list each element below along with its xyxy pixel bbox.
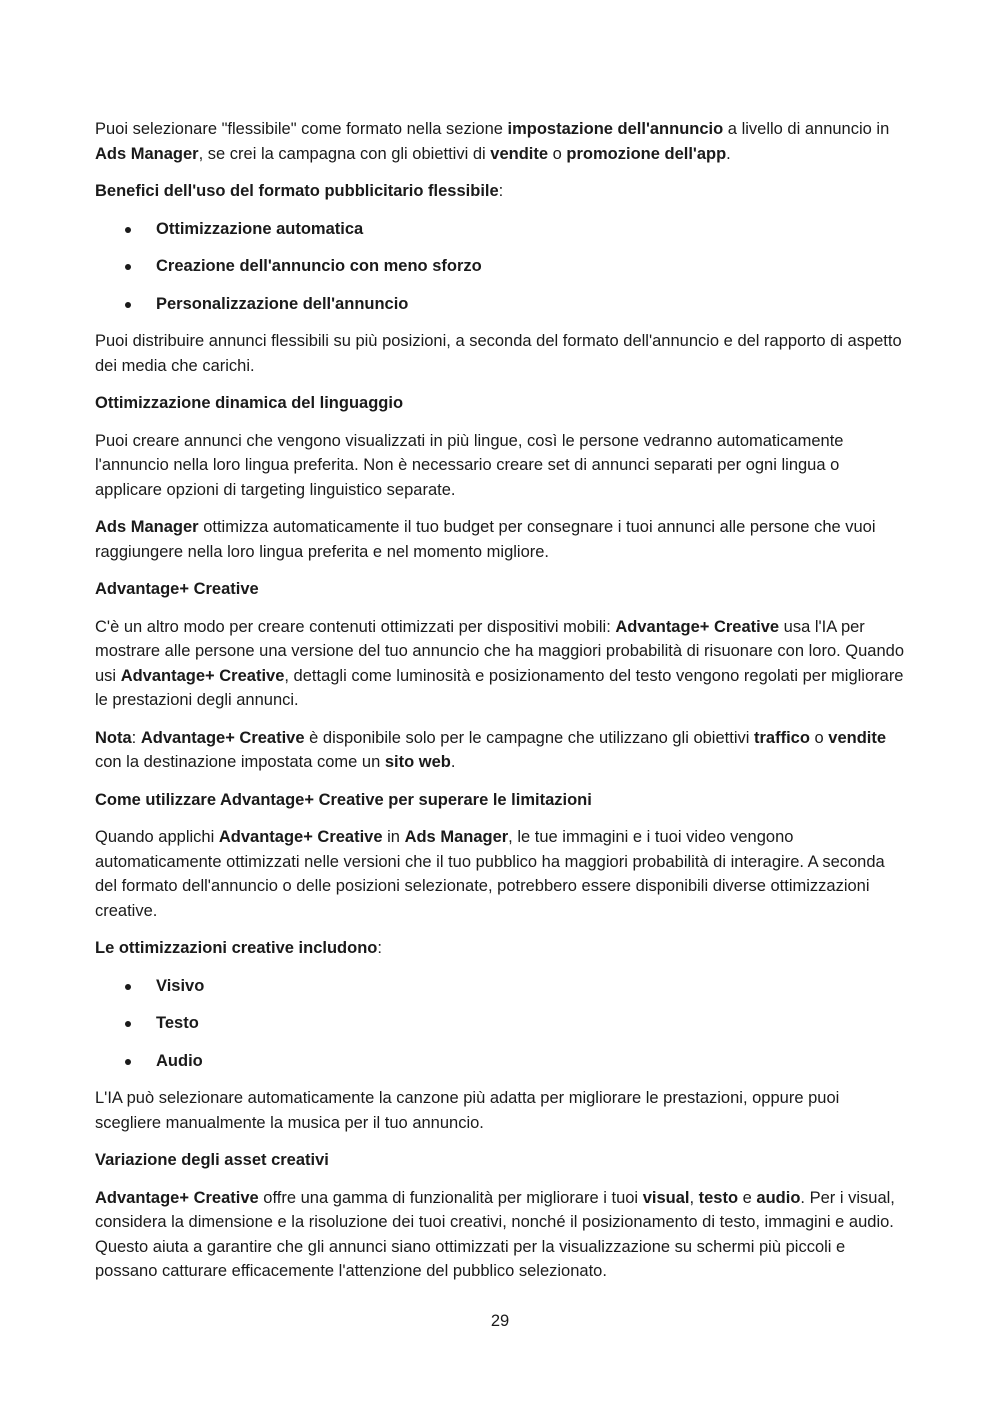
bold-run: vendite (490, 144, 549, 163)
bold-run: Ads Manager (95, 144, 199, 163)
text-run: , (689, 1188, 699, 1207)
heading-overcome-limits (95, 788, 905, 813)
text-run: offre una gamma di funzionalità per migliorare i tuoi (258, 1188, 643, 1207)
bullet-icon (125, 1021, 131, 1027)
paragraph-languages: Puoi creare annunci che vengono visualizzati in più lingue, così le persone vedranno automaticamente l'annuncio nella loro lingua preferita. Non è necessario creare set di annunci separati per ogni lingua o applicare opzioni di targeting linguistico separate. (95, 431, 844, 499)
page-body (95, 117, 905, 1297)
list-item-label: Personalizzazione dell'annuncio (156, 294, 409, 313)
text-run: o (548, 144, 567, 163)
bold-run: vendite (828, 728, 887, 747)
list-item-label: Testo (156, 1014, 199, 1032)
text-run: , le tue immagini e i tuoi video vengono automaticamente ottimizzati nelle versioni che il tuo pubblico ha maggiori probabilità di interagire. A seconda del formato dell'annuncio o delle posizioni selezionate, potrebbero essere disponibili diverse ottimizzazioni creative. (95, 828, 885, 920)
text-run: . (726, 144, 731, 163)
paragraph-apply-advantage (95, 825, 905, 923)
paragraph-placements: Puoi distribuire annunci flessibili su più posizioni, a seconda del formato dell'annuncio e del rapporto di aspetto dei media che carichi. (95, 332, 902, 375)
bold-run: Come utilizzare Advantage+ Creative per superare le limitazioni (95, 790, 592, 809)
benefits-list (95, 217, 905, 317)
list-item (95, 974, 905, 999)
bullet-icon (125, 264, 131, 270)
list-item (95, 254, 905, 279)
bold-run: Advantage+ Creative (615, 617, 780, 636)
bold-run: Advantage+ Creative (95, 1188, 259, 1207)
text-run: C'è un altro modo per creare contenuti ottimizzati per dispositivi mobili: (95, 617, 616, 636)
text-run: ottimizza automaticamente il tuo budget per consegnare i tuoi annunci alle persone che vuoi raggiungere nella loro lingua preferita e nel momento migliore. (95, 518, 876, 561)
text-run: con la destinazione impostata come un (95, 753, 385, 771)
text-run: , dettagli come luminosità e posizionamento del testo vengono regolati per migliorare le prestazioni degli annunci. (95, 666, 904, 709)
bold-run: Advantage+ Creative (218, 828, 383, 846)
text-run: usa l'IA per mostrare alle persone una versione del tuo annuncio che ha maggiori probabilità di risuonare con loro. Quando usi (95, 617, 904, 685)
text-run: Quando applichi (95, 828, 219, 846)
bold-run: testo (698, 1188, 739, 1207)
bullet-icon (125, 227, 131, 233)
paragraph-note (95, 726, 905, 775)
bold-run: impostazione dell'annuncio (507, 120, 724, 138)
bold-run: traffico (753, 728, 810, 747)
bold-run: Advantage+ Creative (140, 728, 305, 747)
text-run: a livello di annuncio in (723, 120, 890, 138)
paragraph-music: L'IA può selezionare automaticamente la canzone più adatta per migliorare le prestazioni, oppure puoi scegliere manualmente la musica per il tuo annuncio. (95, 1089, 840, 1132)
bold-run: visual (642, 1188, 690, 1207)
list-item (95, 1049, 905, 1074)
bullet-icon (125, 302, 131, 308)
bold-run: Ads Manager (404, 828, 509, 846)
text-run: : (498, 182, 504, 200)
paragraph-advantage-intro (95, 615, 905, 713)
list-item (95, 217, 905, 242)
list-item-label: Audio (156, 1051, 203, 1070)
heading-asset-variation (95, 1148, 905, 1173)
list-item-label: Ottimizzazione automatica (156, 219, 364, 238)
bold-run: Benefici dell'uso del formato pubblicitario flessibile (95, 182, 499, 200)
text-run: o (809, 728, 829, 747)
page-number: 29 (490, 1312, 510, 1330)
text-run: , se crei la campagna con gli obiettivi di (198, 144, 491, 163)
paragraph-budget (95, 515, 905, 564)
text-run: . (450, 753, 456, 771)
list-item-label: Creazione dell'annuncio con meno sforzo (156, 257, 482, 275)
heading-advantage-creative (95, 577, 905, 602)
paragraph-flexible-format (95, 117, 905, 166)
heading-creative-optimizations (95, 936, 905, 961)
paragraph-asset-variation (95, 1186, 905, 1284)
heading-benefits (95, 179, 905, 204)
heading-language-optimization (95, 391, 905, 416)
text-run: e (738, 1188, 757, 1207)
text-run: : (377, 939, 382, 957)
text-run: . Per i visual, considera la dimensione e la risoluzione dei tuoi creativi, nonché il posizionamento di testo, immagini e audio. Questo aiuta a garantire che gli annunci siano ottimizzati per la visualizzazione su schermi più piccoli e possano catturare efficacemente l'attenzione del pubblico selezionato. (95, 1188, 895, 1280)
text-run: è disponibile solo per le campagne che utilizzano gli obiettivi (304, 728, 754, 747)
bold-run: promozione dell'app (566, 144, 727, 163)
bullet-icon (125, 1059, 131, 1065)
bold-run: Ottimizzazione dinamica del linguaggio (95, 394, 404, 412)
bold-run: Advantage+ Creative (95, 580, 259, 598)
bold-run: Variazione degli asset creativi (95, 1151, 329, 1169)
bold-run: Ads Manager (95, 518, 199, 536)
list-item-label: Visivo (156, 976, 205, 995)
text-run: : (131, 728, 141, 747)
text-run: Puoi selezionare "flessibile" come formato nella sezione (95, 120, 508, 138)
text-run: in (382, 828, 405, 846)
optimizations-list (95, 974, 905, 1074)
list-item (95, 1011, 905, 1036)
bold-run: sito web (384, 753, 451, 771)
bullet-icon (125, 984, 131, 990)
list-item (95, 292, 905, 317)
bold-run: Advantage+ Creative (120, 666, 285, 685)
bold-run: Le ottimizzazioni creative includono (95, 939, 378, 957)
bold-run: audio (756, 1188, 801, 1207)
bold-run: Nota (95, 728, 132, 747)
